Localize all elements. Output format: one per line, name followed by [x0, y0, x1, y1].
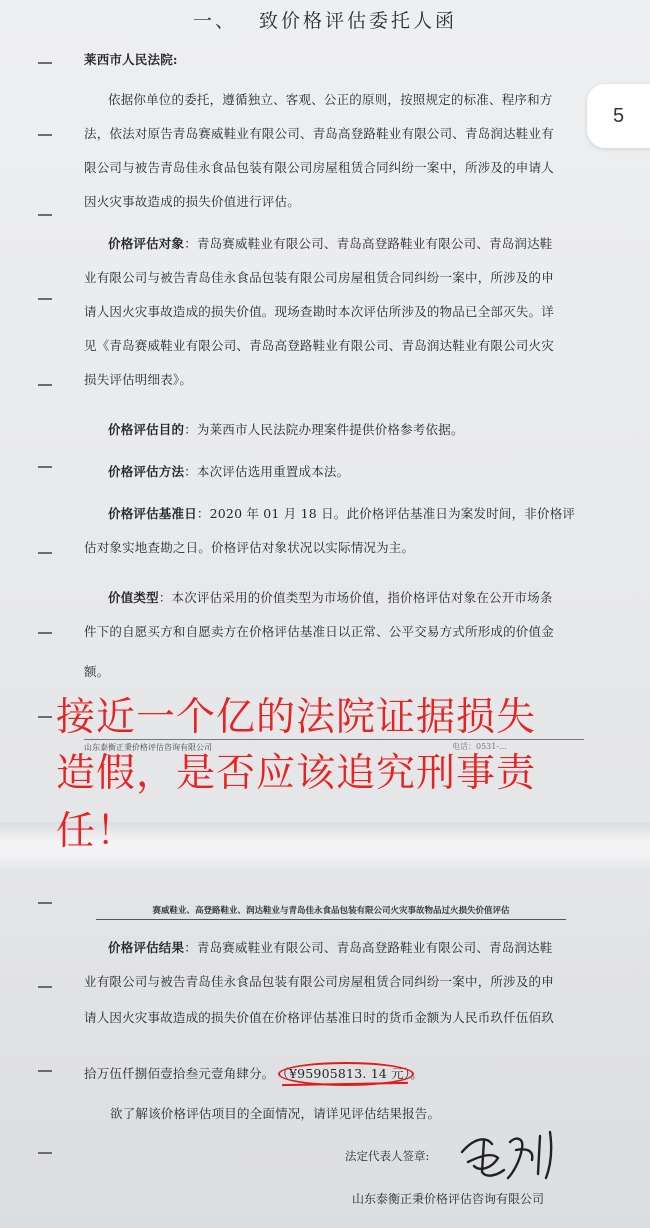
valuetype-line: 额。 [84, 664, 110, 679]
margin-mark [38, 632, 52, 634]
result-line [108, 940, 604, 956]
valuetype-line: 件下的自愿买方和自愿卖方在价格评估基准日以正常、公平交易方式所形成的价值金 [84, 624, 554, 639]
object-line: 业有限公司与被告青岛佳永食品包装有限公司房屋租赁合同纠纷一案中，所涉及的申 [84, 270, 554, 285]
para1-line: 法，依法对原告青岛赛威鞋业有限公司、青岛高登路鞋业有限公司、青岛润达鞋业有 [84, 126, 554, 141]
purpose-text: ：为莱西市人民法院办理案件提供价格参考依据。 [184, 422, 464, 437]
recipient: 莱西市人民法院: [84, 52, 178, 67]
basedate-line: 估对象实地查勘之日。价格评估对象状况以实际情况为主。 [84, 540, 415, 555]
margin-mark [38, 1152, 52, 1154]
running-header: 赛威鞋业、高登路鞋业、润达鞋业与青岛佳永食品包装有限公司火灾事故物品过火损失价值评估 [96, 904, 566, 920]
object-line: 损失评估明细表》。 [84, 372, 193, 387]
margin-mark [38, 1070, 52, 1072]
details-line: 欲了解该价格评估项目的全面情况，请详见评估结果报告。 [110, 1106, 441, 1121]
object-line: 见《青岛赛威鞋业有限公司、青岛高登路鞋业有限公司、青岛润达鞋业有限公司火灾 [84, 338, 554, 353]
page-footer-company: 山东泰衡正秉价格评估咨询有限公司 [84, 739, 584, 753]
para1-line: 限公司与被告青岛佳永食品包装有限公司房屋租赁合同纠纷一案中，所涉及的申请人 [84, 160, 554, 175]
margin-mark [38, 902, 52, 904]
purpose-label: 价格评估目的 [108, 422, 185, 437]
basedate-line [108, 506, 604, 522]
margin-mark [38, 466, 52, 468]
basedate-text: ：2020 年 01 月 18 日。此价格评估基准日为案发时间，非价格评 [196, 506, 576, 521]
para1-line: 依据你单位的委托，遵循独立、客观、公正的原则，按照规定的标准、程序和方 [108, 92, 553, 107]
result-last: 拾万伍仟捌佰壹拾叁元壹角肆分。 [84, 1066, 275, 1081]
overlay-caption-line: 造假，是否应该追究刑事责 [56, 751, 537, 796]
overlay-caption-line: 接近一个亿的法院证据损失 [56, 695, 537, 740]
margin-mark [38, 552, 52, 554]
margin-mark [38, 298, 52, 300]
method-line [108, 464, 604, 480]
page-number-badge[interactable]: 5 [587, 84, 650, 148]
result-line: 请人因火灾事故造成的损失价值在价格评估基准日时的货币金额为人民币玖仟伍佰玖 [84, 1010, 554, 1025]
object-label: 价格评估对象 [108, 236, 185, 251]
title-text: 致价格评估委托人函 [259, 10, 458, 32]
result-text: ：青岛赛威鞋业有限公司、青岛高登路鞋业有限公司、青岛润达鞋 [184, 940, 553, 955]
handwritten-signature-icon [452, 1122, 572, 1186]
margin-mark [38, 134, 52, 136]
document-title [0, 6, 650, 33]
para1-line: 因火灾事故造成的损失价值进行评估。 [84, 194, 300, 209]
object-line [108, 236, 604, 252]
margin-mark [38, 62, 52, 64]
page-footer-phone: 电话：0531-... [452, 742, 507, 751]
margin-mark [38, 716, 52, 718]
object-line: 请人因火灾事故造成的损失价值。现场查勘时本次评估所涉及的物品已全部灭失。详 [84, 304, 554, 319]
margin-mark [38, 214, 52, 216]
valuetype-label: 价值类型 [108, 590, 159, 605]
result-label: 价格评估结果 [108, 940, 185, 955]
object-text: ：青岛赛威鞋业有限公司、青岛高登路鞋业有限公司、青岛润达鞋 [184, 236, 553, 251]
margin-mark [38, 384, 52, 386]
margin-mark [38, 986, 52, 988]
method-text: ：本次评估选用重置成本法。 [184, 464, 350, 479]
valuetype-text: ：本次评估采用的价值类型为市场价值，指价格评估对象在公开市场条 [158, 590, 553, 605]
amount-text: （¥95905813. 14 元） [282, 1066, 411, 1081]
result-line: 业有限公司与被告青岛佳永食品包装有限公司房屋租赁合同纠纷一案中，所涉及的申 [84, 974, 554, 989]
method-label: 价格评估方法 [108, 464, 185, 479]
title-number: 一、 [192, 10, 237, 32]
overlay-caption-line: 任！ [56, 809, 137, 854]
valuetype-line [108, 590, 604, 606]
amount-end: 。 [410, 1066, 424, 1081]
basedate-label: 价格评估基准日 [108, 506, 197, 521]
legal-rep-sign-label: 法定代表人签章: [345, 1149, 430, 1163]
purpose-line [108, 422, 604, 438]
company-signature-line: 山东泰衡正秉价格评估咨询有限公司 [352, 1192, 545, 1206]
